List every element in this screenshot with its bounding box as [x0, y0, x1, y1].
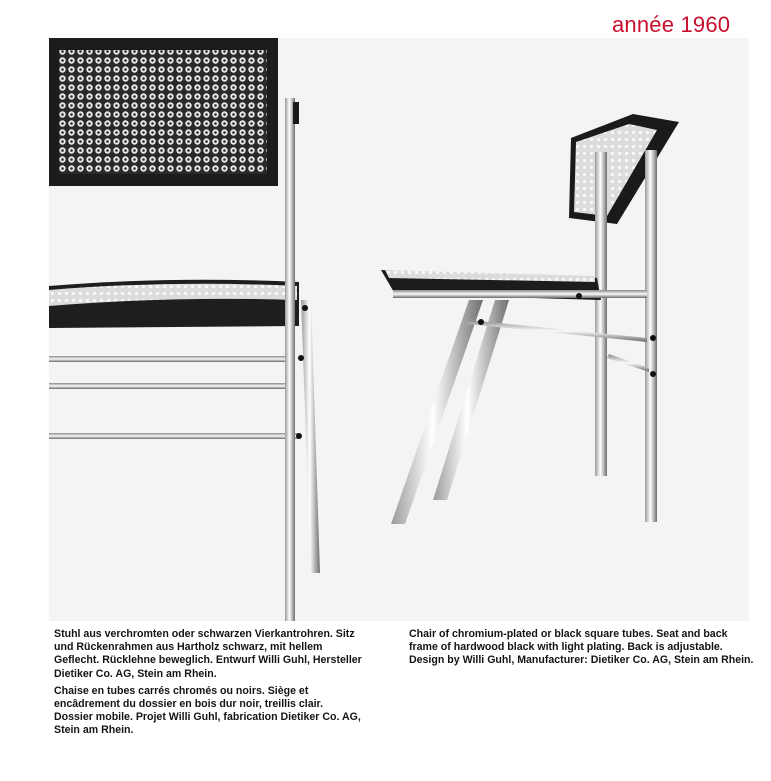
- left-chair: [49, 38, 320, 621]
- caption-right-column: [409, 628, 759, 672]
- caption-left-column: [54, 628, 364, 742]
- caption-german: Stuhl aus verchromten oder schwarzen Vierkantrohren. Sitz und Rückenrahmen aus Hartholz schwarz, mit hellem Geflecht. Rücklehne beweglich. Entwurf Willi Guhl, Hersteller Dietiker Co. AG, Stein am Rhein.: [54, 628, 362, 680]
- chair-photo-image: [49, 38, 749, 621]
- caption-english: Chair of chromium-plated or black square tubes. Seat and back frame of hardwood black with light plating. Back is adjustable. Design by Willi Guhl, Manufacturer: Dietiker Co. AG, Stein am Rhein.: [409, 628, 754, 667]
- right-chair: [381, 114, 679, 524]
- chair-photo: [49, 38, 749, 621]
- caption-french: Chaise en tubes carrés chromés ou noirs. Siège et encâdrement du dossier en bois dur noir, treillis clair. Dossier mobile. Projet Willi Guhl, fabrication Dietiker Co. AG, Stein am Rhein.: [54, 684, 361, 737]
- year-label: année 1960: [612, 12, 731, 37]
